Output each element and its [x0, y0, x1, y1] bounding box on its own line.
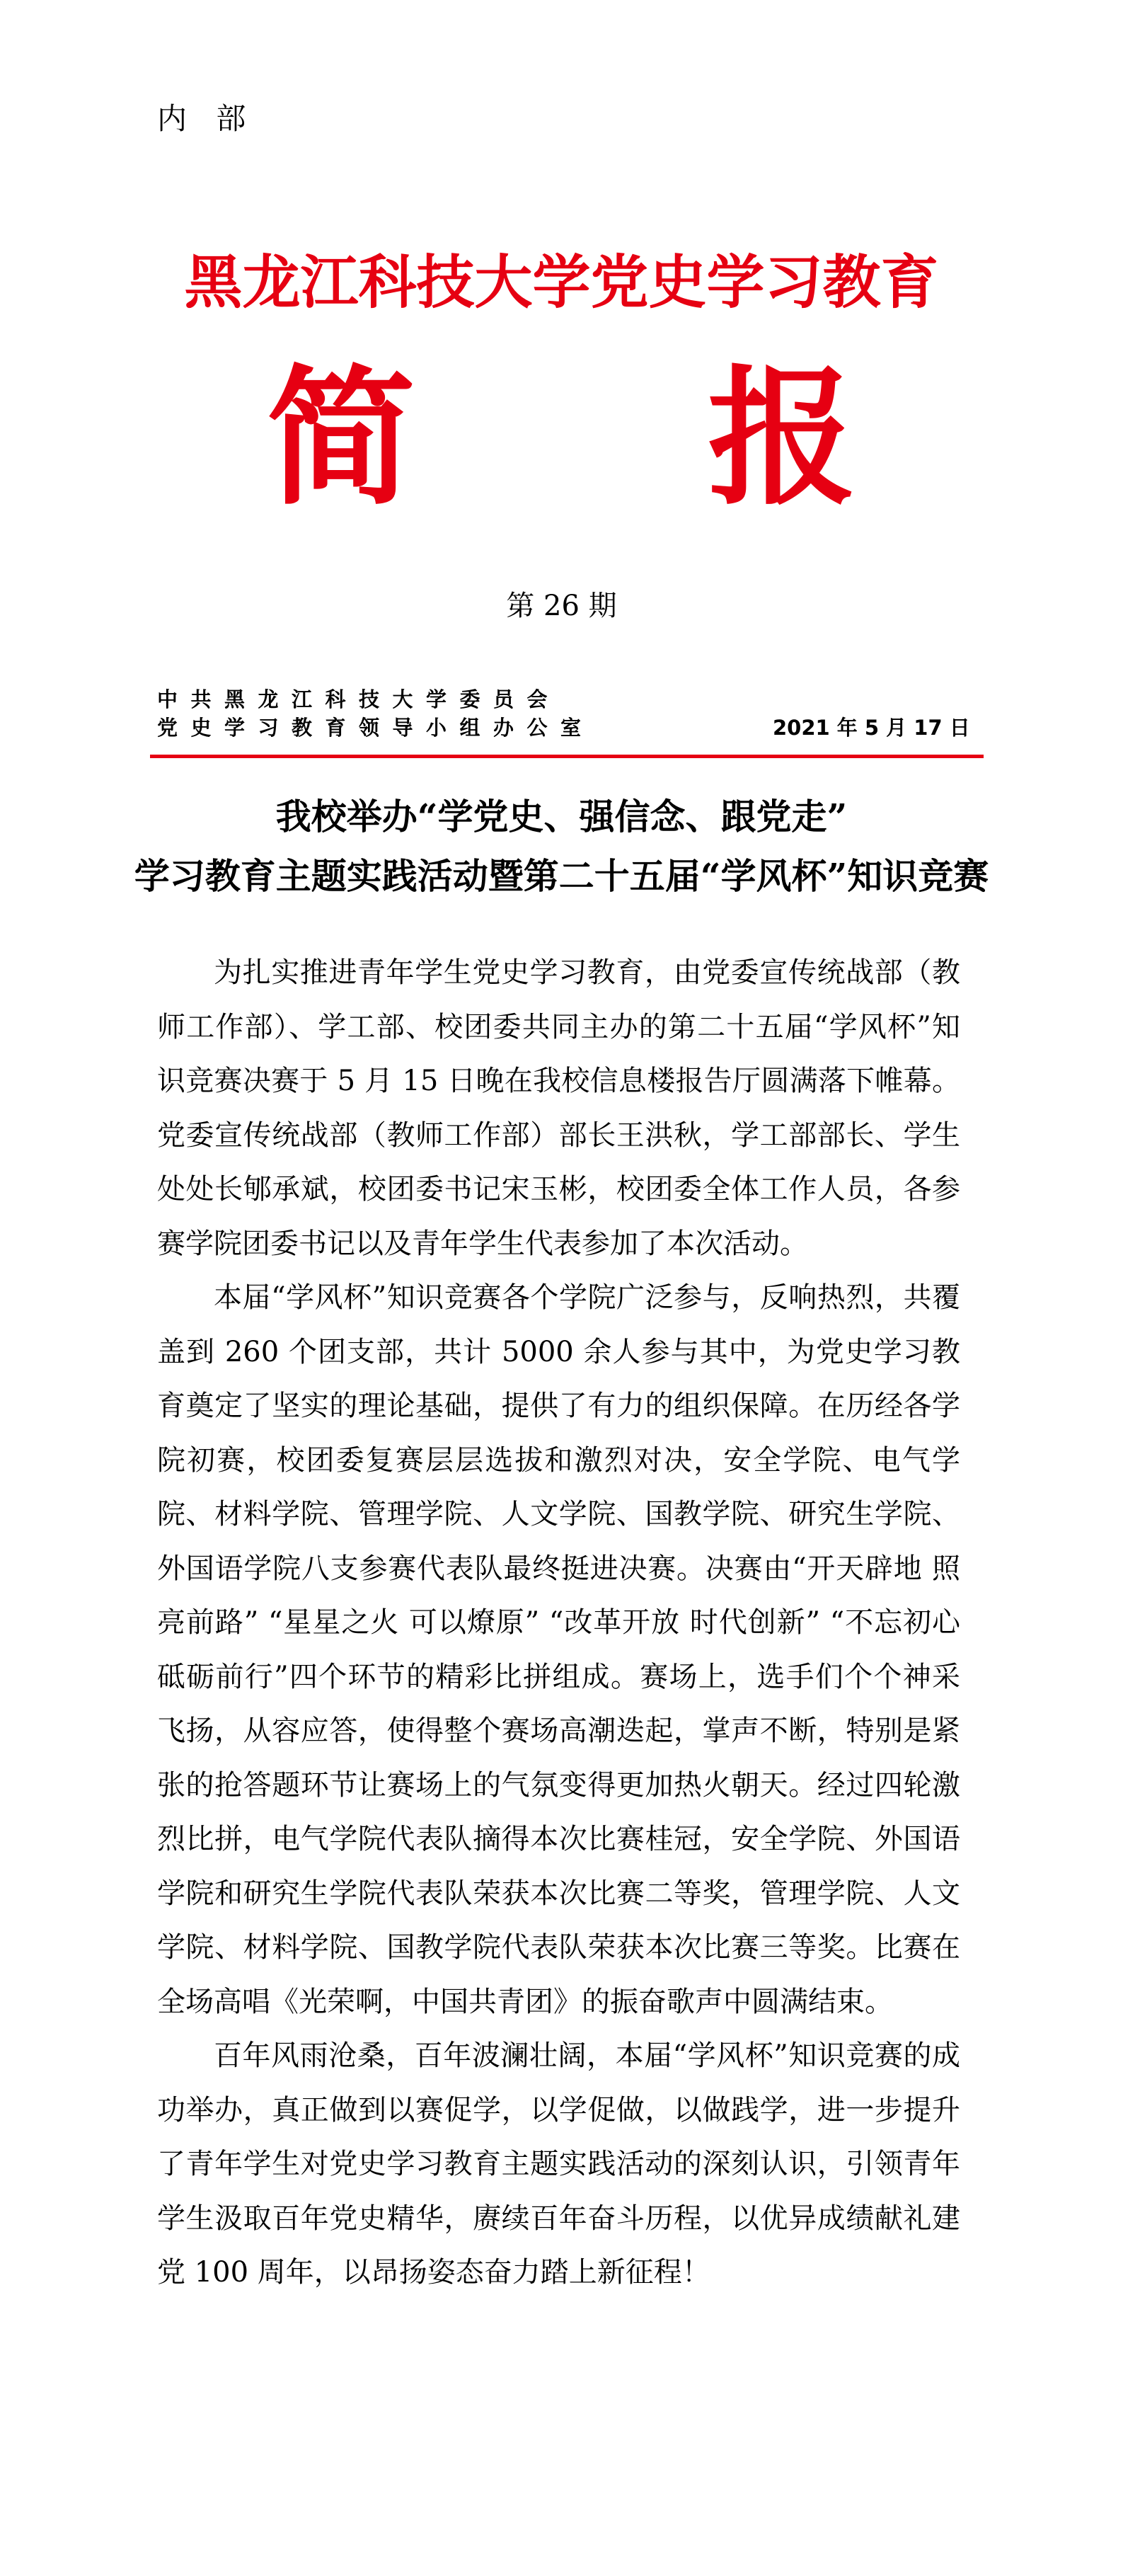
- issuer-committee: 中共黑龙江科技大学委员会: [157, 687, 561, 711]
- classification-label: 内 部: [157, 101, 256, 136]
- article-headline: [0, 787, 1123, 906]
- article-body: [157, 946, 960, 2300]
- headline-line-2: 学习教育主题实践活动暨第二十五届“学风杯”知识竞赛: [134, 855, 989, 897]
- article-paragraph-2: 本届“学风杯”知识竞赛各个学院广泛参与，反响热烈，共覆盖到 260 个团支部，共计 5000 余人参与其中，为党史学习教育奠定了坚实的理论基础，提供了有力的组织保障。在历经各学院初赛，校团委复赛层层选拔和激烈对决，安全学院、电气学院、材料学院、管理学院、人文学院、国教学院、研究生学院、外国语学院八支参赛代表队最终挺进决赛。决赛由“开天辟地 照亮前路” “星星之火 可以燎原” “改革开放 时代创新” “不忘初心 砥砺前行”四个环节的精彩比拼组成。赛场上，选手们个个神采飞扬，从容应答，使得整个赛场高潮迭起，掌声不断，特别是紧张的抢答题环节让赛场上的气氛变得更加热火朝天。经过四轮激烈比拼，电气学院代表队摘得本次比赛桂冠，安全学院、外国语学院和研究生学院代表队荣获本次比赛二等奖，管理学院、人文学院、材料学院、国教学院代表队荣获本次比赛三等奖。比赛在全场高唱《光荣啊，中国共青团》的振奋歌声中圆满结束。: [157, 1281, 960, 2018]
- headline-line-1: 我校举办“学党史、强信念、跟党走”: [275, 796, 848, 837]
- issue-date: 2021 年 5 月 17 日: [773, 716, 970, 740]
- article-paragraph-3: 百年风雨沧桑，百年波澜壮阔，本届“学风杯”知识竞赛的成功举办，真正做到以赛促学，以学促做，以做践学，进一步提升了青年学生对党史学习教育主题实践活动的深刻认识，引领青年学生汲取百年党史精华，赓续百年奋斗历程，以优异成绩献礼建党 100 周年，以昂扬姿态奋力踏上新征程！: [157, 2039, 960, 2289]
- red-divider: [150, 755, 984, 758]
- article-paragraph-1: 为扎实推进青年学生党史学习教育，由党委宣传统战部（教师工作部）、学工部、校团委共同主办的第二十五届“学风杯”知识竞赛决赛于 5 月 15 日晚在我校信息楼报告厅圆满落下帷幕。党委宣传统战部（教师工作部）部长王洪秋，学工部部长、学生处处长郇承斌，校团委书记宋玉彬，校团委全体工作人员，各参赛学院团委书记以及青年学生代表参加了本次活动。: [157, 956, 960, 1260]
- issue-number: 第 26 期: [506, 590, 617, 622]
- organization-title: 黑龙江科技大学党史学习教育: [184, 249, 939, 316]
- bulletin-title: 简 报: [266, 352, 977, 525]
- issuer-block: [157, 685, 594, 742]
- issuer-office: 党史学习教育领导小组办公室: [157, 716, 594, 740]
